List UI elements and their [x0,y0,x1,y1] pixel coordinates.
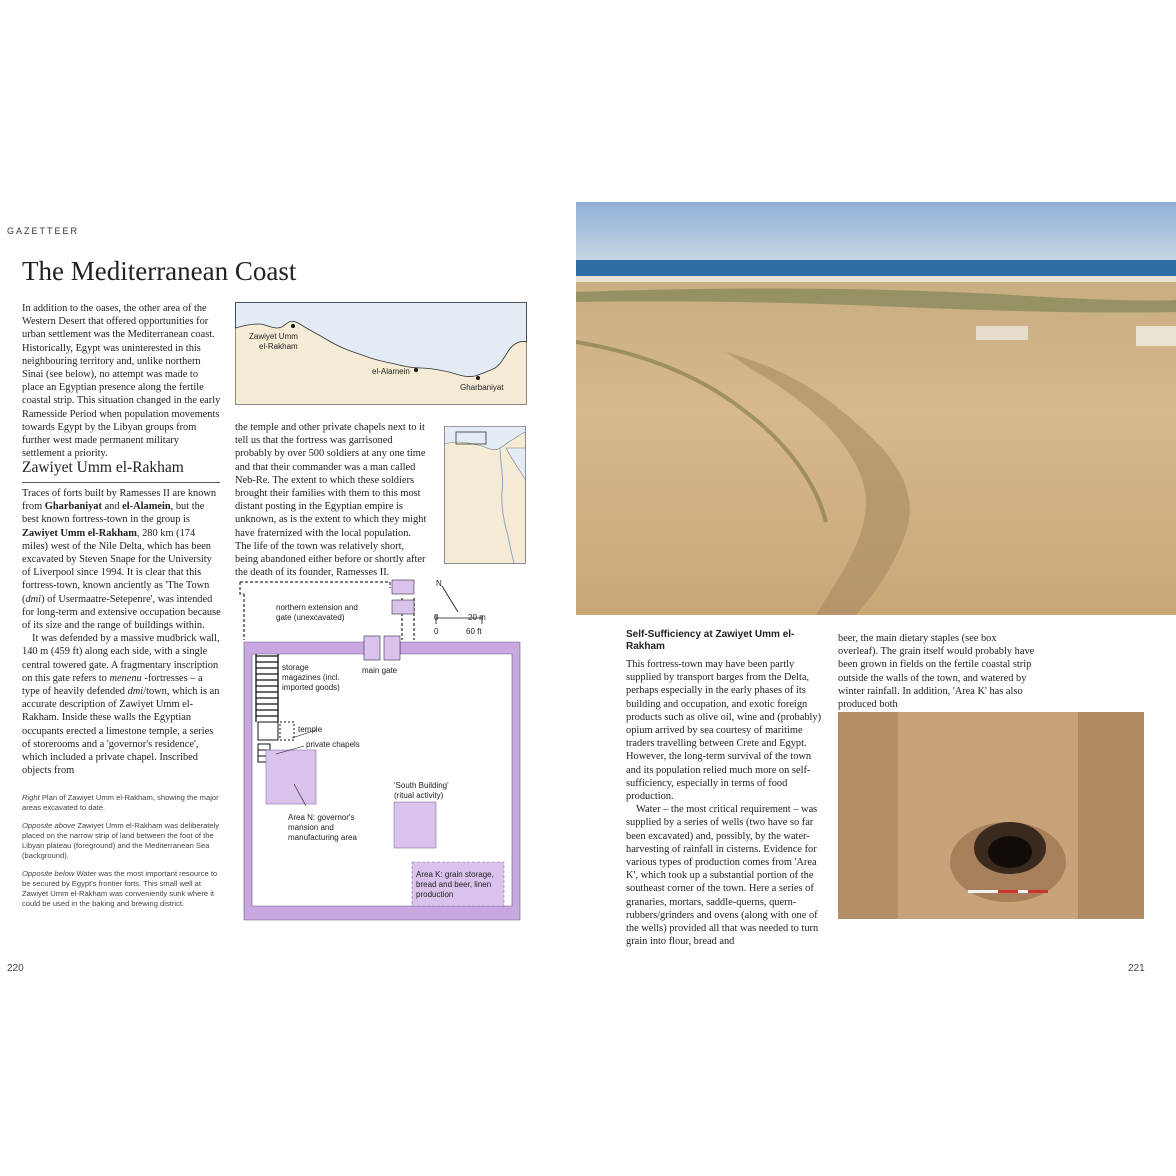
section-paragraph-2: It was defended by a massive mudbrick wall, 140 m (459 ft) along each side, with a single central towered gate. A fragmentary inscription on this gate refers to menenu -fortresses – a type of heavily defended dmi/town, which is an accurate description of Zawiyet Umm el-Rakham. Inside these walls the Egyptian occupants erected a limestone temple, a series of storerooms and a 'governor's residence', which included a private chapel. Inscribed objects from [22,633,220,777]
label-north-ext-1: northern extension and [276,603,358,612]
label-south-1: 'South Building' [394,781,449,790]
south-building-block [394,802,436,848]
coast-map [235,302,527,405]
zawiyet-marker [291,324,295,328]
box-column-2: beer, the main dietary staples (see box overleaf). The grain itself would probably have been grown in fields on the fertile coastal strip outside the walls of the town, and watered by winter rainfall. In addition, 'Area K' has also produced both [838,633,1035,711]
section-column-2: the temple and other private chapels next to it tell us that the fortress was garrisoned probably by over 500 soldiers at any one time and that their commander was a man called Neb-Re. The extent to which these soldiers brought their families with them to this most distant posting in the Egyptian empire is unknown, as is the extent to which they might have fraternized with the local population. The life of the town was relatively short, being abandoned either before or shortly after the death of its founder, Ramesses II. [235,422,427,579]
fortress-plan [230,572,530,922]
label-area-k-3: production [416,890,454,899]
label-storage-3: imported goods) [282,683,340,692]
scale-20m: 20 m [468,613,486,622]
well-photo [838,712,1144,919]
section-paragraph-1: Traces of forts built by Ramesses II are known from Gharbaniyat and el-Alamein, but the best known fortress-town in the group is Zawiyet Umm el-Rakham, 280 km (174 miles) west of the Nile Delta, which has been excavated by Steven Snape for the University of Liverpool since 1994. It is clear that this fortress-town, known anciently as 'The Town (dmi) of Usermaatre-Setepenre', was intended for long-term and extensive occupation because of its size and the range of buildings within. [22,488,221,632]
label-storage-2: magazines (incl. [282,673,340,682]
storage-magazines [256,654,278,722]
box-heading: Self-Sufficiency at Zawiyet Umm el-Rakham [626,629,795,652]
label-chapels: private chapels [306,740,360,749]
label-area-k-1: Area K: grain storage, [416,870,494,879]
area-n-block [266,750,316,804]
section-heading: Zawiyet Umm el-Rakham [22,459,184,476]
map-label-alamein: el-Alamein [372,367,410,376]
landscape-photo [576,202,1176,615]
running-head: GAZETTEER [7,226,80,236]
page-title: The Mediterranean Coast [22,256,297,286]
map-label-zawiyet-1: Zawiyet Umm [249,332,298,341]
label-main-gate: main gate [362,666,398,675]
page-number-right: 221 [1128,963,1145,974]
map-label-zawiyet-2: el-Rakham [259,342,298,351]
gharbaniyat-marker [476,376,480,380]
scale-0-ft: 0 [434,627,439,636]
locator-map [444,426,526,564]
scale-60ft: 60 ft [466,627,482,636]
section-rule [22,482,220,483]
caption-right: Right Plan of Zawiyet Umm el-Rakham, showing the major areas excavated to date. [22,793,219,812]
captions [22,793,220,917]
label-storage-1: storage [282,663,309,672]
temple-outline [258,722,294,740]
section-column-1 [22,487,222,777]
scale-0-m: 0 [434,613,439,622]
caption-opposite-below: Opposite below Water was the most important resource to be secured by Egypt's frontier forts. This small well at Zawiyet Umm el-Rakham was conveniently sunk where it could be used in the baking and brewing district. [22,869,218,908]
intro-paragraph: In addition to the oases, the other area of the Western Desert that offered opportunities for urban settlement was the Mediterranean coast. Historically, Egypt was uninterested in this neighbouring territory and, unlike northern Sinai (see below), no attempt was made to place an Egyptian presence along the fertile coastal strip. This situation changed in the early Ramesside Period when population movements towards Egypt by the Libyan groups from further west made permanent military settlement a priority. [22,303,221,460]
box-column-1: This fortress-town may have been partly supplied by transport barges from the Delta, perhaps especially in the early phases of its building and occupation, and exotic foreign products such as olive oil, wine and (probably) opium arrived by sea courtesy of maritime traders travelling between Crete and Egypt. However, the long-term survival of the town and its population relied much more on self-sufficiency, especially in terms of food production. Water – the most critical requirement – was supplied by a series of wells (two have so far been excavated) and, possibly, by the water-harvesting of rainfall in cisterns. Evidence for various types of production comes from 'Area K', which took up a substantial portion of the southeast corner of the town. Here a series of granaries, mortars, saddle-querns, quern-rubbers/grinders and ovens (along with one of the wells) provided all that was needed to turn grain into flour, bread and [626,659,822,948]
north-label: N [436,579,442,588]
label-area-n-1: Area N: governor's [288,813,355,822]
alamein-marker [414,368,418,372]
label-area-n-2: mansion and [288,823,334,832]
page-number-left: 220 [7,963,24,974]
label-north-ext-2: gate (unexcavated) [276,613,345,622]
label-area-k-2: bread and beer, linen [416,880,492,889]
map-label-gharbaniyat: Gharbaniyat [460,383,504,392]
caption-opposite-above: Opposite above Zawiyet Umm el-Rakham was deliberately placed on the narrow strip of land between the foot of the Libyan plateau (foreground) and the Mediterranean Sea (background). [22,821,220,860]
label-temple: temple [298,725,323,734]
label-area-n-3: manufacturing area [288,833,357,842]
label-south-2: (ritual activity) [394,791,444,800]
